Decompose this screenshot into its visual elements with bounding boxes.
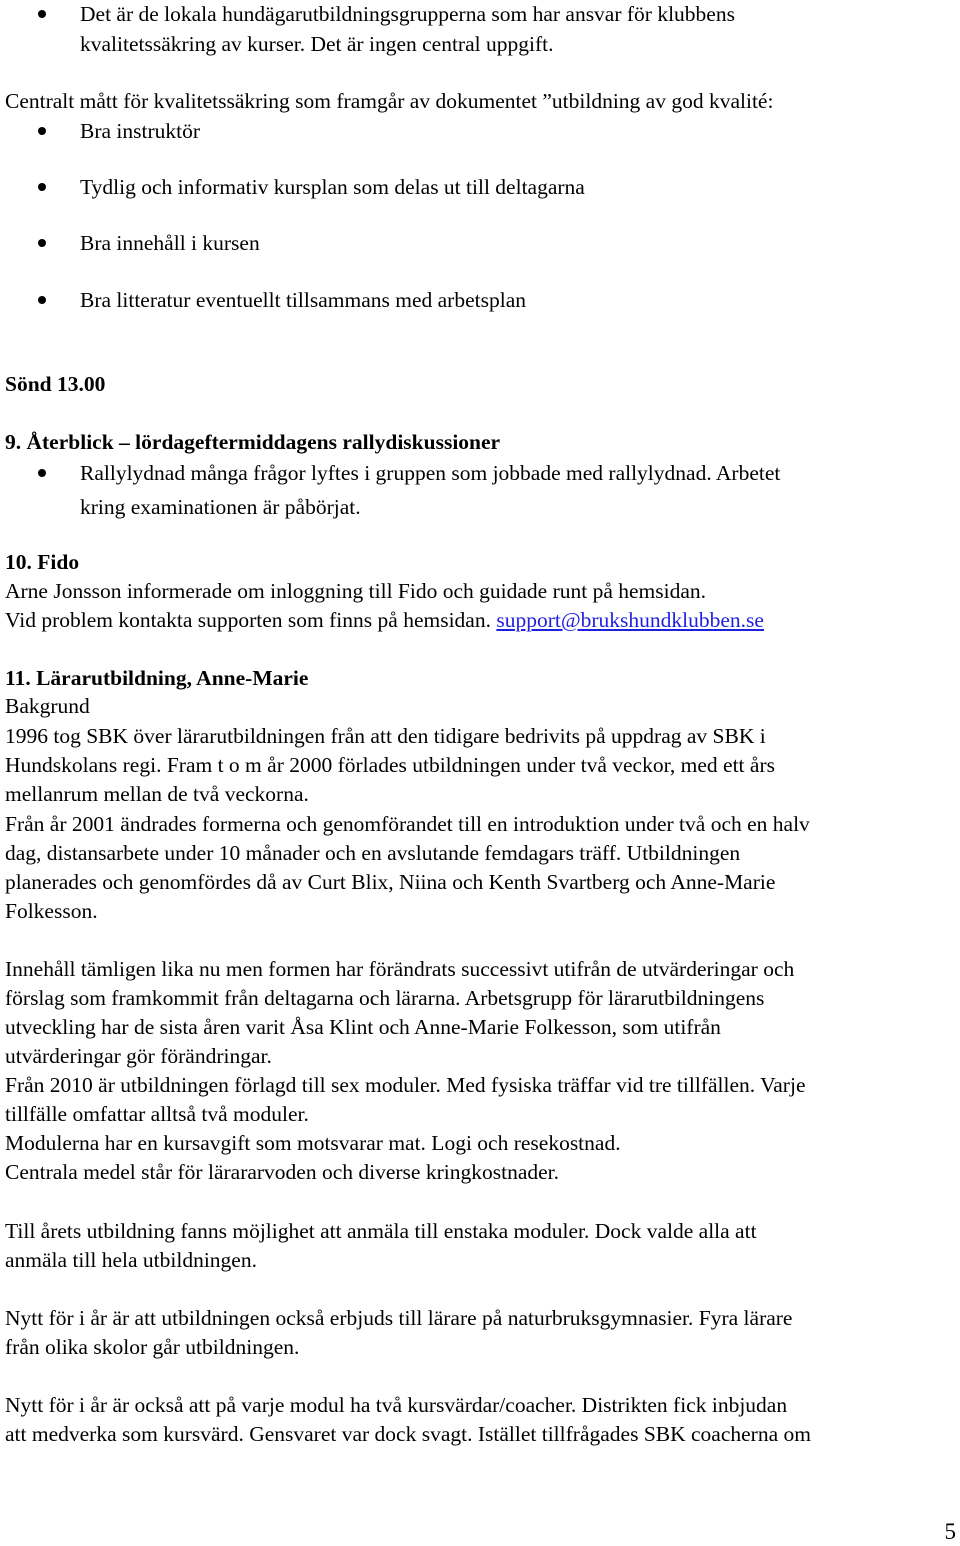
paragraph-line: Från 2010 är utbildningen förlagd till sex moduler. Med fysiska träffar vid tre tillfällen. Varje [5, 1073, 806, 1097]
quality-item-label: Tydlig och informativ kursplan som delas ut till deltagarna [80, 175, 585, 199]
quality-item-label: Bra instruktör [80, 119, 201, 143]
quality-lead: Centralt mått för kvalitetssäkring som framgår av dokumentet ”utbildning av god kvalité: [5, 89, 774, 113]
bullet-icon [38, 183, 46, 191]
paragraph-line: tillfälle omfattar alltså två moduler. [5, 1102, 309, 1126]
paragraph-line: dag, distansarbete under 10 månader och en avslutande femdagars träff. Utbildningen [5, 841, 741, 865]
intro-bullet-line1: Det är de lokala hundägarutbildningsgrupperna som har ansvar för klubbens [80, 2, 735, 26]
paragraph-line: mellanrum mellan de två veckorna. [5, 782, 309, 806]
bullet-icon [38, 10, 46, 18]
item9-heading: 9. Återblick – lördageftermiddagens rallydiskussioner [5, 430, 501, 454]
page-number: 5 [944, 1519, 956, 1544]
item10-heading: 10. Fido [5, 550, 80, 574]
bullet-icon [38, 469, 46, 477]
paragraph-line: att medverka som kursvärd. Gensvaret var dock svagt. Istället tillfrågades SBK coacherna om [5, 1422, 811, 1446]
paragraph-line: planerades och genomfördes då av Curt Blix, Niina och Kenth Svartberg och Anne-Marie [5, 870, 776, 894]
paragraph-line: utvärderingar gör förändringar. [5, 1044, 272, 1068]
bullet-icon [38, 296, 46, 304]
item10-line1: Arne Jonsson informerade om inloggning till Fido och guidade runt på hemsidan. [5, 579, 707, 603]
item10-line2 [5, 606, 764, 635]
bullet-icon [38, 127, 46, 135]
sunday-heading: Sönd 13.00 [5, 372, 106, 396]
paragraph-line: 1996 tog SBK över lärarutbildningen från att den tidigare bedrivits på uppdrag av SBK i [5, 724, 766, 748]
support-email-link[interactable]: support@brukshundklubben.se [496, 608, 764, 632]
paragraph-line: Från år 2001 ändrades formerna och genomförandet till en introduktion under två och en halv [5, 812, 810, 836]
item9-bullet-line1: Rallylydnad många frågor lyftes i gruppen som jobbade med rallylydnad. Arbetet [80, 461, 781, 485]
item9-bullet-line2: kring examinationen är påbörjat. [80, 495, 361, 519]
paragraph-line: förslag som framkommit från deltagarna och lärarna. Arbetsgrupp för lärarutbildningens [5, 986, 765, 1010]
quality-item-label: Bra litteratur eventuellt tillsammans med arbetsplan [80, 288, 526, 312]
paragraph-line: utveckling har de sista åren varit Åsa Klint och Anne-Marie Folkesson, som utifrån [5, 1015, 721, 1039]
item11-subheading: Bakgrund [5, 694, 90, 718]
item11-heading: 11. Lärarutbildning, Anne-Marie [5, 666, 309, 690]
paragraph-line: Nytt för i år är att utbildningen också erbjuds till lärare på naturbruksgymnasier. Fyra lärare [5, 1306, 793, 1330]
bullet-icon [38, 239, 46, 247]
paragraph-line: Till årets utbildning fanns möjlighet att anmäla till enstaka moduler. Dock valde alla att [5, 1219, 757, 1243]
paragraph-line: Modulerna har en kursavgift som motsvarar mat. Logi och resekostnad. [5, 1131, 621, 1155]
paragraph-line: Hundskolans regi. Fram t o m år 2000 förlades utbildningen under två veckor, med ett års [5, 753, 775, 777]
paragraph-line: Innehåll tämligen lika nu men formen har förändrats successivt utifrån de utvärderingar och [5, 957, 795, 981]
paragraph-line: Nytt för i år är också att på varje modul ha två kursvärdar/coacher. Distrikten fick inbjudan [5, 1393, 788, 1417]
paragraph-line: anmäla till hela utbildningen. [5, 1248, 257, 1272]
item10-line2-text: Vid problem kontakta supporten som finns på hemsidan. [5, 608, 491, 632]
paragraph-line: Centrala medel står för lärararvoden och diverse kringkostnader. [5, 1160, 560, 1184]
quality-item-label: Bra innehåll i kursen [80, 231, 260, 255]
intro-bullet-line2: kvalitetssäkring av kurser. Det är ingen central uppgift. [80, 32, 554, 56]
paragraph-line: Folkesson. [5, 899, 98, 923]
paragraph-line: från olika skolor går utbildningen. [5, 1335, 300, 1359]
